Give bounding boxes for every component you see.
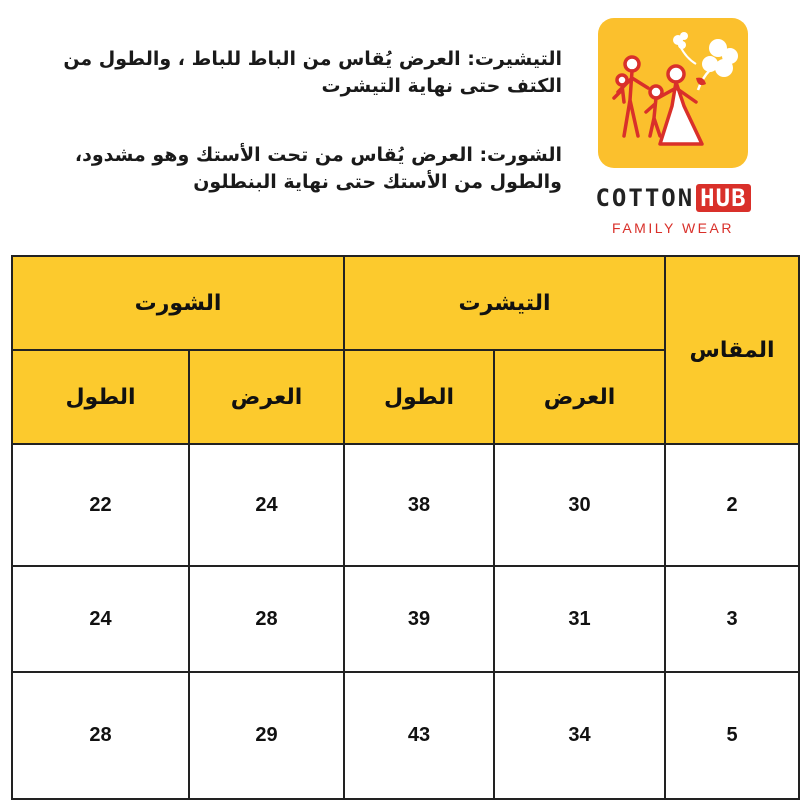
table-row xyxy=(12,444,799,566)
brand-name xyxy=(588,184,758,212)
family-figures-icon xyxy=(598,18,748,168)
tshirt-length-cell: 38 xyxy=(344,444,494,566)
shorts-width-cell: 29 xyxy=(189,672,344,799)
tshirt-length-cell: 39 xyxy=(344,566,494,672)
tshirt-width-cell: 30 xyxy=(494,444,665,566)
size-cell: 5 xyxy=(665,672,799,799)
brand-logo xyxy=(588,18,758,238)
shorts-length-cell: 28 xyxy=(12,672,189,799)
brand-name-accent: HUB xyxy=(696,184,750,212)
table-header-row-groups xyxy=(12,256,799,350)
size-cell: 2 xyxy=(665,444,799,566)
shorts-width-cell: 28 xyxy=(189,566,344,672)
measurement-notes xyxy=(22,46,562,196)
size-chart-table xyxy=(11,255,800,800)
table-row xyxy=(12,566,799,672)
family-cotton-logo-icon xyxy=(598,18,748,168)
shorts-length-cell: 24 xyxy=(12,566,189,672)
size-column-header: المقاس xyxy=(665,256,799,444)
table-row xyxy=(12,672,799,799)
shorts-width-cell: 24 xyxy=(189,444,344,566)
tshirt-length-header: الطول xyxy=(344,350,494,444)
shorts-length-cell: 22 xyxy=(12,444,189,566)
shorts-group-header: الشورت xyxy=(12,256,344,350)
shorts-width-header: العرض xyxy=(189,350,344,444)
size-cell: 3 xyxy=(665,566,799,672)
brand-name-main: COTTON xyxy=(595,184,695,212)
tshirt-width-header: العرض xyxy=(494,350,665,444)
shorts-measurement-note: الشورت: العرض يُقاس من تحت الأستك وهو مشدود، والطول من الأستك حتى نهاية البنطلون xyxy=(74,144,562,193)
shorts-length-header: الطول xyxy=(12,350,189,444)
tshirt-width-cell: 31 xyxy=(494,566,665,672)
tshirt-length-cell: 43 xyxy=(344,672,494,799)
tshirt-measurement-note: التيشيرت: العرض يُقاس من الباط للباط ، والطول من الكتف حتى نهاية التيشرت xyxy=(63,48,562,97)
tshirt-group-header: التيشرت xyxy=(344,256,665,350)
tshirt-width-cell: 34 xyxy=(494,672,665,799)
brand-tagline: FAMILY WEAR xyxy=(612,220,734,236)
